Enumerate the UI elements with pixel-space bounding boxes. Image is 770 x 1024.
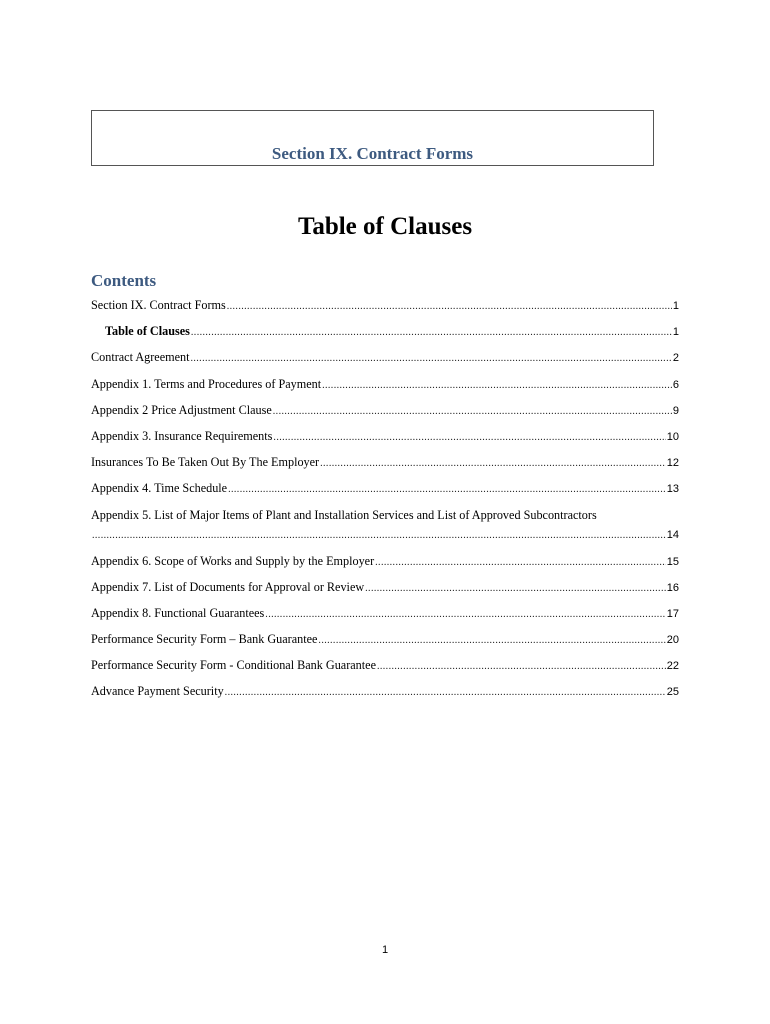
toc-entry[interactable]: [91, 682, 679, 708]
section-title: Section IX. Contract Forms: [271, 144, 474, 163]
toc-entry[interactable]: [91, 578, 679, 604]
toc-entry[interactable]: [91, 401, 679, 427]
toc-leader-dots: [377, 659, 666, 675]
toc-entry-label: Appendix 5. List of Major Items of Plant and Installation Services and List of Approved Subcontractors: [91, 507, 597, 522]
toc-entry-label: Insurances To Be Taken Out By The Employer: [91, 455, 320, 470]
toc-entry-page: 9: [672, 404, 679, 417]
toc-entry-label: Table of Clauses: [105, 324, 190, 339]
toc-leader-dots: [191, 325, 672, 341]
toc-leader-dots: [365, 581, 666, 597]
table-of-contents: [91, 296, 679, 709]
toc-entry-page: 20: [666, 634, 679, 647]
toc-entry-label: Appendix 1. Terms and Procedures of Payment: [91, 376, 322, 391]
toc-leader-dots: [265, 607, 665, 623]
toc-entry[interactable]: [91, 630, 679, 656]
toc-leader-dots: [375, 555, 666, 571]
toc-entry-label: Contract Agreement: [91, 350, 190, 365]
toc-entry-label: Appendix 4. Time Schedule: [91, 481, 228, 496]
toc-leader-dots: [228, 482, 666, 498]
toc-entry-page: 2: [672, 352, 679, 365]
toc-leader-dots: [227, 299, 672, 315]
toc-entry-label: Appendix 8. Functional Guarantees: [91, 605, 265, 620]
toc-entry[interactable]: [91, 604, 679, 630]
toc-entry-page: 1: [672, 300, 679, 312]
toc-entry[interactable]: [91, 453, 679, 479]
page-title: Table of Clauses: [297, 213, 473, 240]
toc-entry-page: 14: [666, 528, 679, 541]
toc-entry[interactable]: [91, 656, 679, 682]
toc-entry-label: Performance Security Form – Bank Guarantee: [91, 632, 318, 647]
toc-entry[interactable]: [91, 375, 679, 401]
toc-entry-page: 12: [666, 457, 679, 470]
toc-entry-page: 15: [666, 555, 679, 568]
toc-entry-label: Appendix 2 Price Adjustment Clause: [91, 402, 272, 417]
toc-entry-page: 1: [672, 326, 679, 339]
toc-entry-page: 6: [672, 378, 679, 391]
section-header-box: [91, 110, 654, 166]
toc-entry[interactable]: [91, 506, 679, 552]
toc-entry-page: 13: [666, 483, 679, 496]
contents-heading: Contents: [91, 271, 157, 290]
page-number: 1: [381, 944, 389, 956]
toc-leader-dots: [273, 430, 665, 446]
toc-leader-dots: [320, 456, 666, 472]
toc-entry[interactable]: [91, 296, 679, 322]
toc-entry[interactable]: [91, 348, 679, 374]
toc-entry-label: Section IX. Contract Forms: [91, 298, 226, 312]
toc-entry-page: 10: [666, 430, 679, 443]
toc-entry[interactable]: [91, 479, 679, 505]
toc-leader-dots: [92, 528, 666, 544]
toc-entry[interactable]: [91, 427, 679, 453]
toc-entry-label: Advance Payment Security: [91, 684, 224, 699]
toc-leader-dots: [273, 404, 672, 420]
toc-entry[interactable]: [91, 552, 679, 578]
toc-entry-page: 25: [666, 686, 679, 699]
toc-entry-label: Appendix 6. Scope of Works and Supply by the Employer: [91, 553, 375, 568]
toc-leader-dots: [190, 351, 671, 367]
toc-entry-page: 17: [666, 607, 679, 620]
toc-entry-page: 22: [666, 660, 679, 673]
toc-entry-label: Performance Security Form - Conditional Bank Guarantee: [91, 658, 376, 673]
toc-leader-dots: [322, 378, 672, 394]
toc-leader-dots: [225, 685, 666, 701]
toc-entry-label: Appendix 3. Insurance Requirements: [91, 428, 273, 443]
toc-entry-page: 16: [666, 581, 679, 594]
toc-entry[interactable]: [91, 322, 679, 348]
toc-leader-dots: [318, 633, 665, 649]
toc-entry-label: Appendix 7. List of Documents for Approval or Review: [91, 579, 365, 594]
